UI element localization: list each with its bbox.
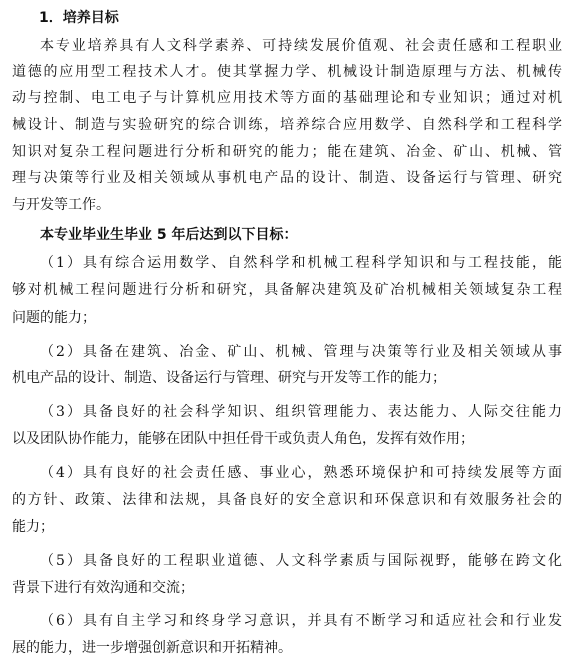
goal-line: 的方针、政策、法律和法规，具备良好的安全意识和环保意识和有效服务社会的	[12, 492, 562, 508]
intro-line: 道德的应用型工程技术人才。使其掌握力学、机械设计制造原理与方法、机械传	[12, 64, 562, 80]
section-heading: 1．培养目标	[39, 10, 119, 26]
goal-line: （6）具有自主学习和终身学习意识，并具有不断学习和适应社会和行业发	[40, 613, 562, 629]
goals-heading: 本专业毕业生毕业 5 年后达到以下目标：	[40, 227, 298, 243]
goal-line: （5）具备良好的工程职业道德、人文科学素质与国际视野，能够在跨文化	[40, 553, 562, 569]
intro-line: 知识对复杂工程问题进行分析和研究的能力；能在建筑、冶金、矿山、机械、管	[12, 144, 562, 160]
goal-line: （1）具有综合运用数学、自然科学和机械工程科学知识和与工程技能，能	[40, 255, 562, 271]
goal-line: 问题的能力；	[12, 310, 96, 326]
intro-line: 与开发等工作。	[12, 197, 110, 213]
intro-line: 本专业培养具有人文科学素养、可持续发展价值观、社会责任感和工程职业	[40, 38, 562, 54]
goal-line: 以及团队协作能力，能够在团队中担任骨干或负责人角色，发挥有效作用；	[12, 431, 474, 447]
goal-line: 能力；	[12, 519, 54, 535]
intro-line: 械设计、制造与实验研究的综合训练，培养综合应用数学、自然科学和工程科学	[12, 117, 562, 133]
goal-line: 够对机械工程问题进行分析和研究，具备解决建筑及矿冶机械相关领域复杂工程	[12, 282, 562, 298]
goal-line: 展的能力，进一步增强创新意识和开拓精神。	[12, 640, 292, 656]
goal-line: （2）具备在建筑、冶金、矿山、机械、管理与决策等行业及相关领域从事	[40, 344, 562, 360]
goal-line: （4）具有良好的社会责任感、事业心，熟悉环境保护和可持续发展等方面	[40, 465, 562, 481]
goal-line: （3）具备良好的社会科学知识、组织管理能力、表达能力、人际交往能力	[40, 404, 562, 420]
intro-line: 动与控制、电工电子与计算机应用技术等方面的基础理论和专业知识；通过对机	[12, 90, 562, 106]
goal-line: 机电产品的设计、制造、设备运行与管理、研究与开发等工作的能力；	[12, 370, 446, 386]
goal-line: 背景下进行有效沟通和交流；	[12, 580, 194, 596]
intro-line: 理与决策等行业及相关领域从事机电产品的设计、制造、设备运行与管理、研究	[12, 170, 562, 186]
